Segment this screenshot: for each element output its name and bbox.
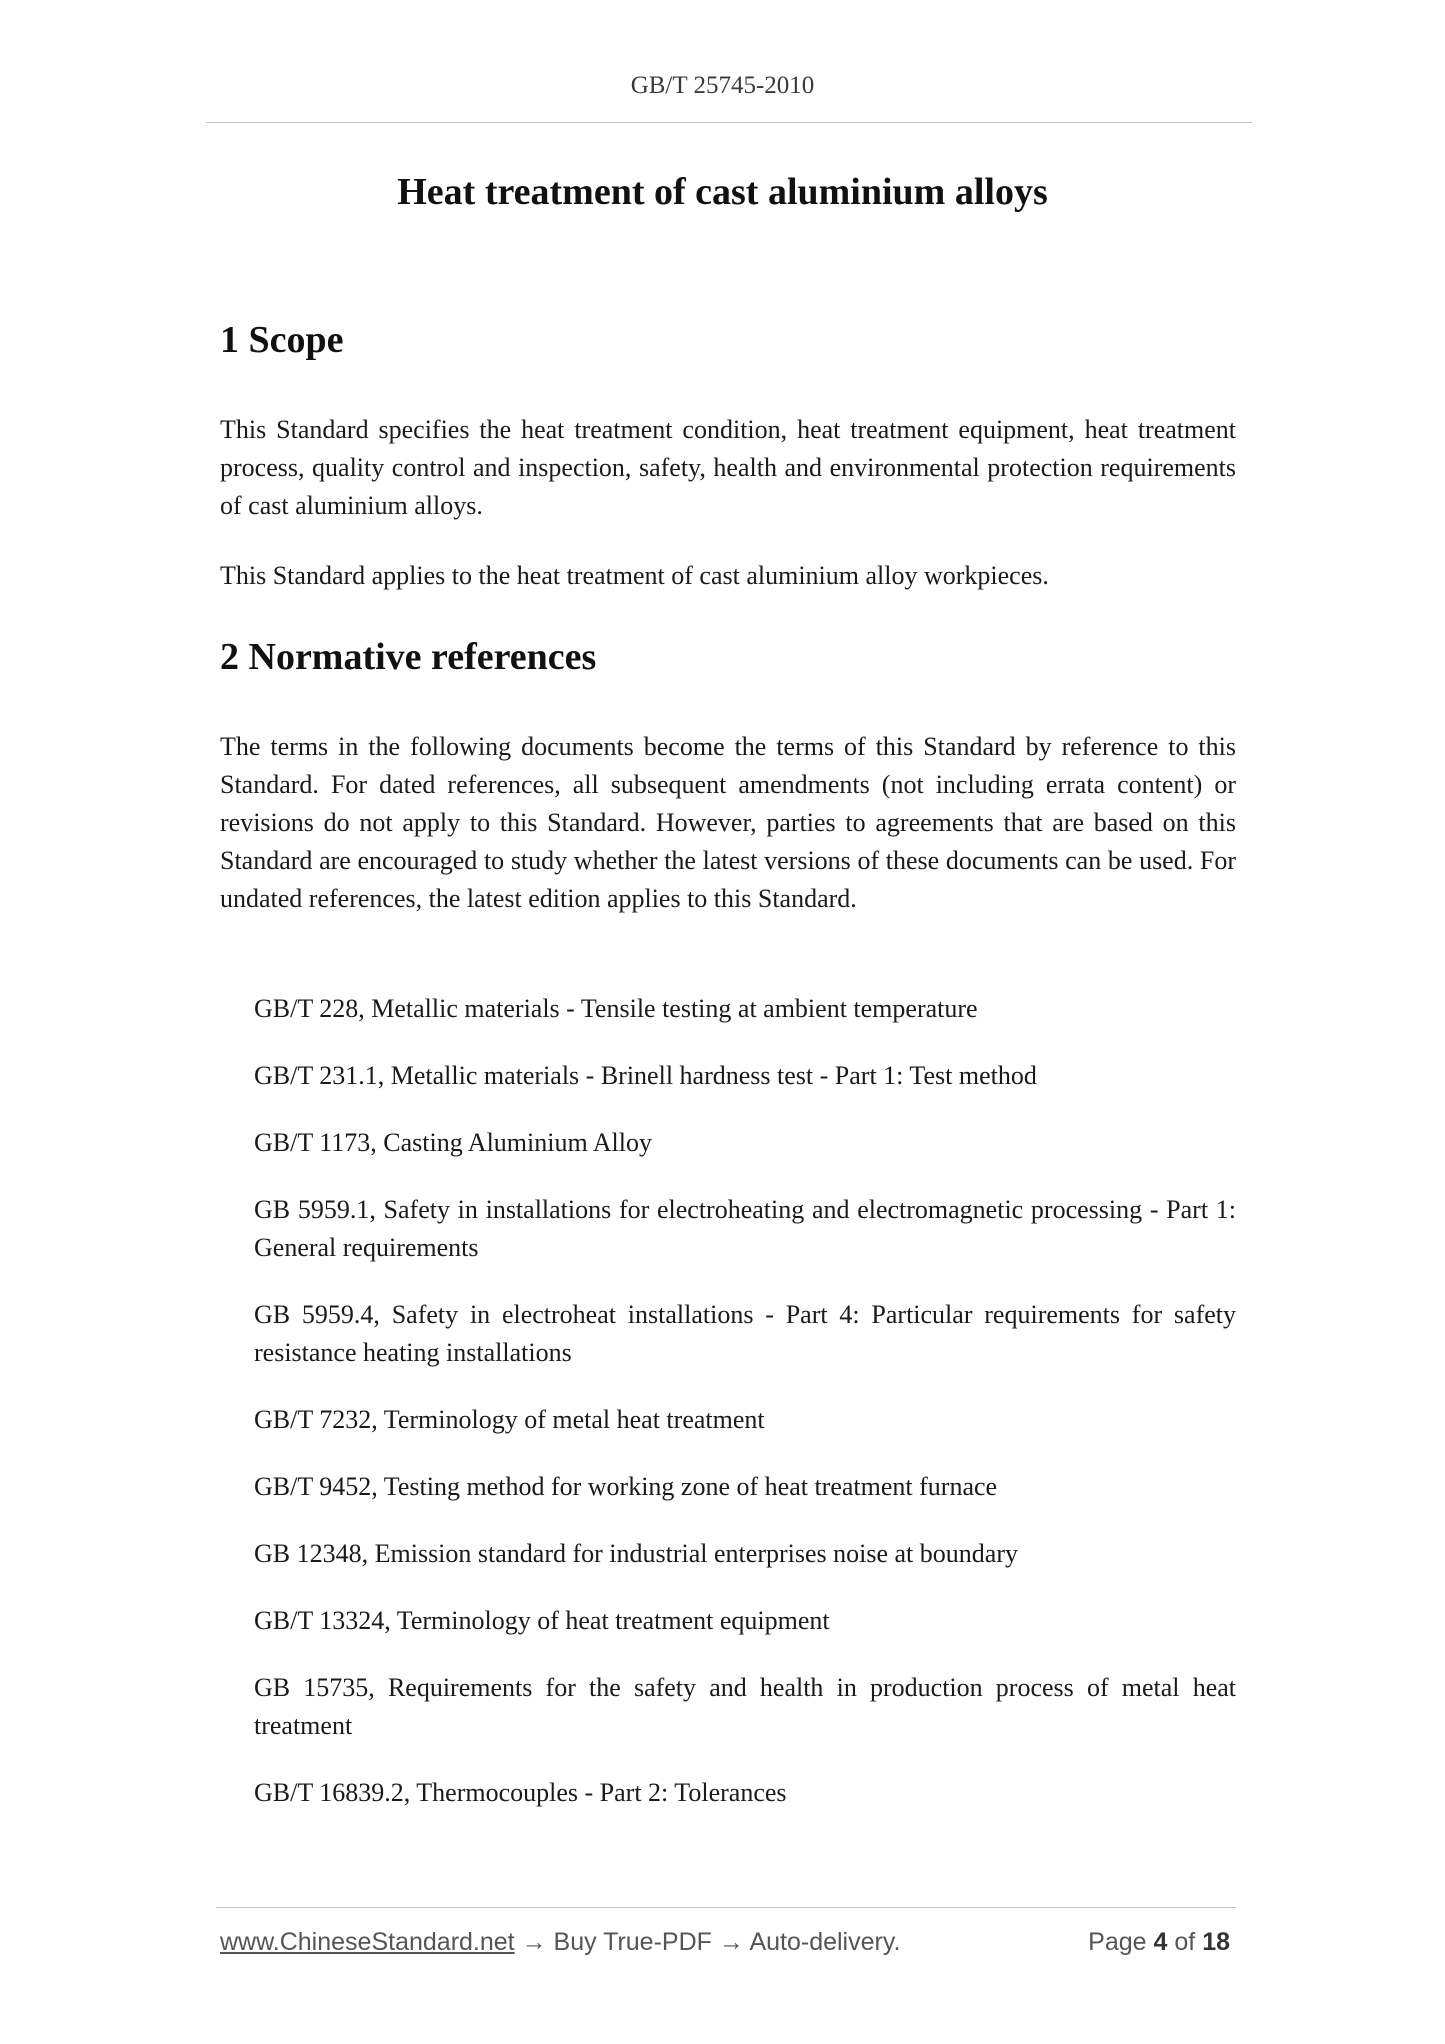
buy-true-pdf-text: Buy True-PDF xyxy=(553,1928,712,1956)
reference-item: GB/T 16839.2, Thermocouples - Part 2: Tolerances xyxy=(254,1778,787,1807)
arrow-right-icon: → xyxy=(521,1928,547,1956)
page-total: 18 xyxy=(1202,1928,1230,1956)
page-current: 4 xyxy=(1153,1928,1168,1956)
page-label: Page xyxy=(1088,1928,1147,1956)
footer-promo xyxy=(220,1928,900,1957)
section-normative-references xyxy=(220,635,1236,679)
section-scope xyxy=(220,318,1236,362)
references-intro-wrap xyxy=(220,728,1236,918)
scope-paragraph-2-wrap xyxy=(220,557,1236,595)
reference-item: GB/T 1173, Casting Aluminium Alloy xyxy=(254,1128,652,1157)
page-of-label: of xyxy=(1174,1928,1196,1956)
scope-paragraph-1-wrap xyxy=(220,411,1236,525)
reference-item: GB/T 7232, Terminology of metal heat treatment xyxy=(254,1405,765,1434)
reference-item: GB/T 228, Metallic materials - Tensile testing at ambient temperature xyxy=(254,994,978,1023)
reference-item: GB 5959.1, Safety in installations for electroheating and electromagnetic processing - Part 1: General requirements xyxy=(254,1195,1236,1262)
chinesestandard-link[interactable]: www.ChineseStandard.net xyxy=(220,1928,515,1956)
footer-divider xyxy=(216,1907,1236,1908)
auto-delivery-text: Auto-delivery. xyxy=(749,1928,901,1956)
arrow-right-icon: → xyxy=(718,1928,744,1956)
reference-item: GB/T 9452, Testing method for working zone of heat treatment furnace xyxy=(254,1472,998,1501)
section-heading: 1 Scope xyxy=(220,319,344,361)
reference-item: GB 15735, Requirements for the safety and health in production process of metal heat treatment xyxy=(254,1673,1236,1740)
header-divider xyxy=(206,122,1252,123)
header-standard-id: GB/T 25745-2010 xyxy=(630,72,815,99)
references-intro-paragraph: The terms in the following documents become the terms of this Standard by reference to this Standard. For dated references, all subsequent amendments (not including errata content) or revisions do not apply to this Standard. However, parties to agreements that are based on this Standard are encouraged to study whether the latest versions of these documents can be used. For undated references, the latest edition applies to this Standard. xyxy=(220,732,1236,913)
page-number xyxy=(1088,1928,1230,1957)
page-footer xyxy=(220,1928,1230,1957)
reference-item: GB 5959.4, Safety in electroheat installations - Part 4: Particular requirements for safety resistance heating installations xyxy=(254,1300,1236,1367)
reference-item: GB/T 13324, Terminology of heat treatment equipment xyxy=(254,1606,830,1635)
scope-paragraph: This Standard specifies the heat treatment condition, heat treatment equipment, heat treatment process, quality control and inspection, safety, health and environmental protection requirements of cast aluminium alloys. xyxy=(220,415,1236,520)
document-title: Heat treatment of cast aluminium alloys xyxy=(397,171,1048,213)
section-heading: 2 Normative references xyxy=(220,636,597,678)
reference-item: GB/T 231.1, Metallic materials - Brinell hardness test - Part 1: Test method xyxy=(254,1061,1037,1090)
reference-item: GB 12348, Emission standard for industrial enterprises noise at boundary xyxy=(254,1539,1018,1568)
scope-paragraph: This Standard applies to the heat treatment of cast aluminium alloy workpieces. xyxy=(220,561,1049,590)
